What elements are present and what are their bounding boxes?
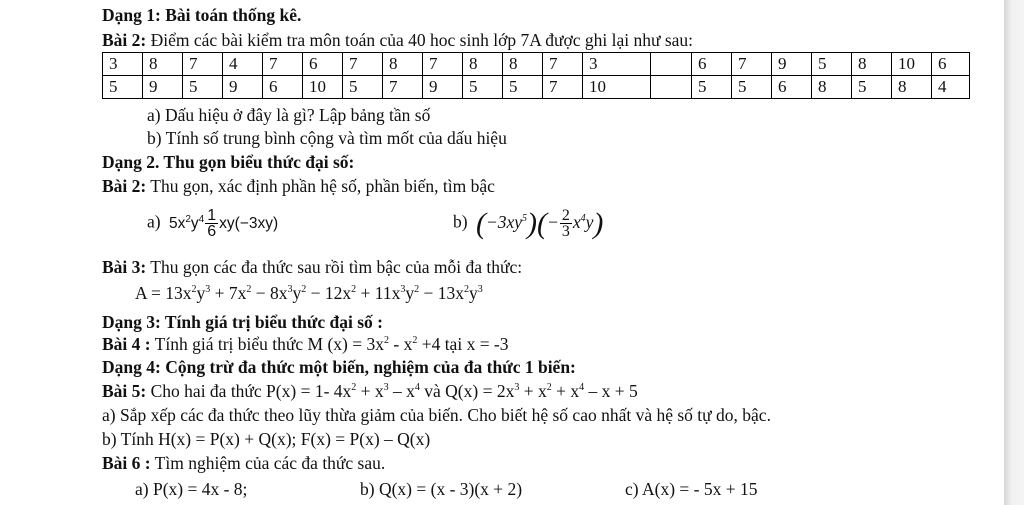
table-cell: 10 [583,76,651,99]
bai2b-label: Bài 2: [102,176,147,196]
table-cell: 5 [503,76,543,99]
table-cell: 7 [543,76,583,99]
table-cell: 5 [183,76,223,99]
table-cell: 4 [223,53,263,76]
scores-table [102,52,970,99]
dang1-heading: Dạng 1: Bài toán thống kê. [102,5,302,25]
bai2b-text: Thu gọn, xác định phần hệ số, phần biến, tìm bậc [146,176,495,196]
table-cell: 7 [423,53,463,76]
table-cell: 5 [692,76,732,99]
table-cell: 7 [543,53,583,76]
table-cell: 8 [143,53,183,76]
table-cell: 4 [932,76,970,99]
table-cell: 5 [812,53,852,76]
table-cell: 3 [103,53,143,76]
table-cell: 9 [423,76,463,99]
expr-a-formula: $5x^2y^4$ $\frac{1}{6}$ xy(−3xy) [168,207,279,240]
bai5-label: Bài 5: [102,381,147,401]
dang1-part-b: b) Tính số trung bình cộng và tìm mốt của dấu hiệu [147,128,507,148]
dang2-expr-a [147,208,278,239]
frac-num: 1 [207,207,217,224]
table-cell: 5 [732,76,772,99]
bai4-text: Tính giá trị biểu thức M (x) = 3x [150,334,384,354]
expr-a-label: a) [147,211,161,232]
dang2-bai2 [102,175,495,197]
page-edge-shadow [1004,0,1024,505]
table-cell [651,53,692,76]
table-cell: 6 [303,53,343,76]
bai5-part-a: a) Sắp xếp các đa thức theo lũy thừa giảm của biến. Cho biết hệ số cao nhất và hệ số tự do, bậc. [102,405,771,425]
table-cell: 7 [383,76,423,99]
bai6-part-b: b) Q(x) = (x - 3)(x + 2) [360,479,523,499]
table-cell: 5 [463,76,503,99]
bai6-part-c: c) A(x) = - 5x + 15 [625,479,758,499]
bai3-text: Thu gọn các đa thức sau rồi tìm bậc của mỗi đa thức: [146,257,523,277]
bai3-polynomial-A: $A = 13x^2y^3 + 7x^2 - 8x^3y^2 - 12x^2 + 11x^3y^2 - 13x^2y^3$ [135,283,483,303]
dang1-bai2 [102,29,693,51]
bai2-text: Điểm các bài kiểm tra môn toán của 40 hoc sinh lớp 7A được ghi lại như sau: [146,30,694,50]
table-cell: 8 [463,53,503,76]
table-cell: 3 [583,53,651,76]
table-cell: 6 [772,76,812,99]
table-cell: 7 [263,53,303,76]
bai4-mid: - x [389,334,413,354]
bai5-part-b: b) Tính H(x) = P(x) + Q(x); F(x) = P(x) – Q(x) [102,429,431,449]
table-cell: 6 [692,53,732,76]
expr-b-label: b) [453,211,468,232]
table-cell: 5 [103,76,143,99]
frac-den: 3 [561,223,570,240]
table-cell: 8 [383,53,423,76]
dang3-heading: Dạng 3: Tính giá trị biểu thức đại số : [102,312,383,332]
table-cell: 8 [812,76,852,99]
frac-den: 6 [207,223,217,240]
bai2-label: Bài 2: [102,30,147,50]
bai3-label: Bài 3: [102,257,147,277]
table-cell: 6 [932,53,970,76]
fraction [560,208,572,239]
bai4-end: +4 tại x = -3 [417,334,509,354]
table-cell: 7 [343,53,383,76]
expr-b-formula: $(-3xy^5)(-$ $\frac{2}{3}$ $x^4y$) [475,206,604,240]
table-cell: 9 [223,76,263,99]
table-cell: 8 [503,53,543,76]
dang4-heading: Dạng 4: Cộng trừ đa thức một biến, nghiệm của đa thức 1 biến: [102,357,576,377]
table-row [103,76,970,99]
table-cell: 5 [852,76,892,99]
frac-num: 2 [561,207,570,224]
bai4: Bài 4 : Tính giá trị biểu thức M $(x) = 3x^2 - x^2 +4$ tại x = -3 [102,334,509,354]
table-cell [651,76,692,99]
table-cell: 5 [343,76,383,99]
bai6-text: Tìm nghiệm của các đa thức sau. [150,453,386,473]
table-cell: 9 [143,76,183,99]
dang2-heading: Dạng 2. Thu gọn biểu thức đại số: [102,152,355,172]
table-cell: 6 [263,76,303,99]
table-cell: 8 [852,53,892,76]
bai6-label: Bài 6 : [102,453,151,473]
bai6-part-a: a) P(x) = 4x - 8; [135,479,248,499]
table-cell: 7 [183,53,223,76]
table-cell: 8 [892,76,932,99]
dang1-part-a: a) Dấu hiệu ở đây là gì? Lập bảng tần số [147,105,431,125]
table-cell: 10 [892,53,932,76]
bai4-label: Bài 4 : [102,334,151,354]
table-row [103,53,970,76]
fraction [205,208,218,239]
table-cell: 10 [303,76,343,99]
bai3 [102,256,522,278]
dang2-expr-b [453,208,603,239]
table-cell: 9 [772,53,812,76]
bai6 [102,452,385,474]
table-cell: 7 [732,53,772,76]
bai5: Bài 5: Cho hai đa thức P(x) = 1- $4x^2 + x^3 - x^4$ và $Q(x) = 2x^3 + x^2 + x^4 - x + 5$ [102,381,638,401]
